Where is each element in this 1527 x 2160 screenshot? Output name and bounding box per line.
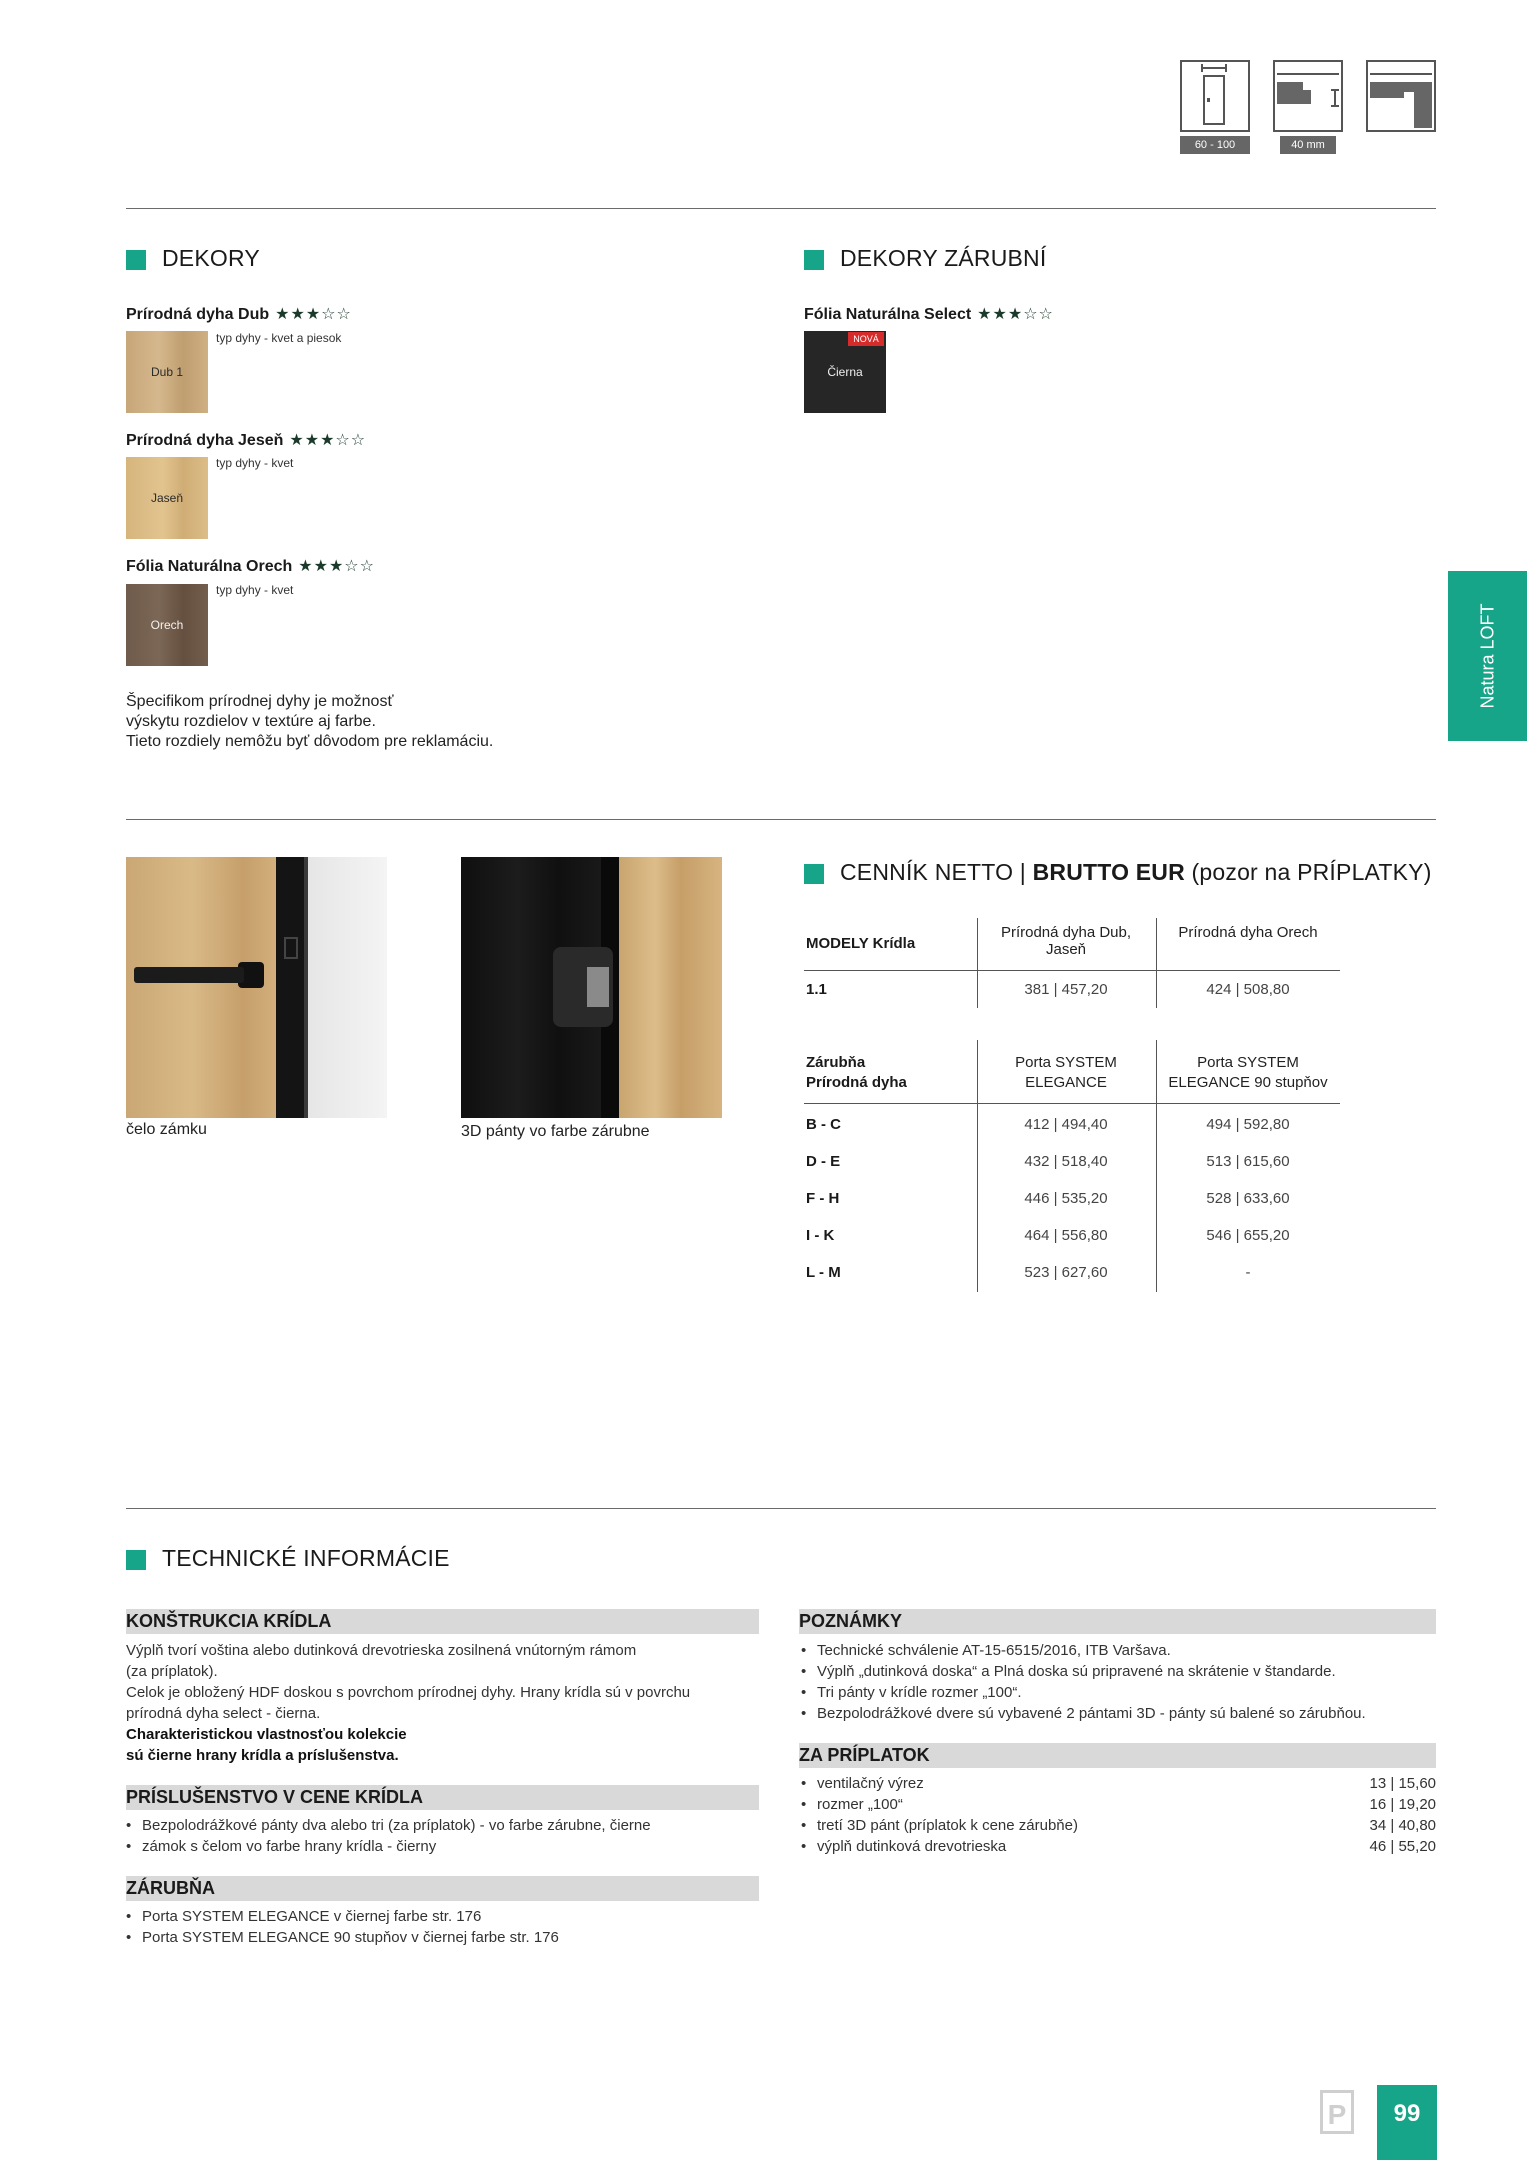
table2-cell: 464 | 556,80	[1024, 1227, 1108, 1244]
table2-hline	[804, 1103, 1340, 1104]
table2-cell: -	[1245, 1264, 1251, 1281]
table2-cell: 432 | 518,40	[1024, 1153, 1108, 1170]
poznamky-bar: POZNÁMKY	[799, 1609, 1436, 1634]
table1-cell: 424 | 508,80	[1206, 981, 1290, 998]
decor-jasen-title: Prírodná dyha Jeseň ★★★☆☆	[126, 432, 367, 449]
new-badge: NOVÁ	[848, 332, 884, 346]
photo-caption-1: čelo zámku	[126, 1121, 207, 1138]
list-item: • výplň dutinková drevotrieska	[801, 1836, 1321, 1857]
accent-square	[126, 250, 146, 270]
price-value: 13 | 15,60	[1369, 1775, 1436, 1792]
table2-row-label: B - C	[806, 1116, 841, 1133]
porta-logo: P	[1320, 2090, 1354, 2134]
table2-cell: 528 | 633,60	[1206, 1190, 1290, 1207]
decor-dub-subtitle: typ dyhy - kvet a piesok	[216, 331, 342, 345]
depth-label: 40 mm	[1280, 136, 1336, 154]
table2-cell: 523 | 627,60	[1024, 1264, 1108, 1281]
price-value: 46 | 55,20	[1369, 1838, 1436, 1855]
priplatok-bar: ZA PRÍPLATOK	[799, 1743, 1436, 1768]
table2-cell: 494 | 592,80	[1206, 1116, 1290, 1133]
konstrukcia-bar: KONŠTRUKCIA KRÍDLA	[126, 1609, 759, 1634]
swatch-orech: Orech	[126, 584, 208, 666]
decor-select-title: Fólia Naturálna Select ★★★☆☆	[804, 306, 1054, 323]
swatch-dub: Dub 1	[126, 331, 208, 413]
accent-square	[126, 1550, 146, 1570]
table2-cell: 546 | 655,20	[1206, 1227, 1290, 1244]
page-number: 99	[1377, 2085, 1437, 2160]
list-item: • tretí 3D pánt (príplatok k cene zárubňe)	[801, 1815, 1321, 1836]
decor-note: Špecifikom prírodnej dyhy je možnosť výskytu rozdielov v textúre aj farbe. Tieto rozdiely nemôžu byť dôvodom pre reklamáciu.	[126, 693, 494, 750]
rating-stars: ★★★☆☆	[298, 558, 375, 575]
poznamky-list	[801, 1640, 1436, 1724]
list-item: • Bezpolodrážkové dvere sú vybavené 2 pántami 3D - pánty sú balené so zárubňou.	[801, 1703, 1436, 1724]
dekory-heading: DEKORY	[126, 245, 260, 272]
side-tab	[1448, 571, 1527, 741]
table2-row-label: L - M	[806, 1264, 841, 1281]
decor-orech-subtitle: typ dyhy - kvet	[216, 583, 294, 597]
price-value: 16 | 19,20	[1369, 1796, 1436, 1813]
swatch-cierna: Čierna	[804, 331, 886, 413]
table2-header-2: Porta SYSTEM ELEGANCE 90 stupňov	[1168, 1054, 1328, 1091]
dekory-zarubni-heading: DEKORY ZÁRUBNÍ	[804, 245, 1046, 272]
swatch-jasen: Jaseň	[126, 457, 208, 539]
rating-stars: ★★★☆☆	[977, 306, 1054, 323]
photo-lock-face	[126, 857, 387, 1118]
zarubna-bar: ZÁRUBŇA	[126, 1876, 759, 1901]
list-item: • Porta SYSTEM ELEGANCE 90 stupňov v čiernej farbe str. 176	[126, 1927, 766, 1948]
list-item: • Výplň „dutinková doska“ a Plná doska sú pripravené na skrátenie v štandarde.	[801, 1661, 1436, 1682]
photo-caption-2: 3D pánty vo farbe zárubne	[461, 1123, 650, 1140]
table1-header-1: Prírodná dyha Dub, Jaseň	[1000, 924, 1132, 958]
list-item: • Technické schválenie AT-15-6515/2016, ITB Varšava.	[801, 1640, 1436, 1661]
table2-cell: 446 | 535,20	[1024, 1190, 1108, 1207]
list-item: • ventilačný výrez	[801, 1773, 1321, 1794]
decor-jasen-subtitle: typ dyhy - kvet	[216, 456, 294, 470]
side-tab-label: Natura LOFT	[1477, 603, 1497, 709]
price-value: 34 | 40,80	[1369, 1817, 1436, 1834]
accent-square	[804, 250, 824, 270]
table2-cell: 412 | 494,40	[1024, 1116, 1108, 1133]
width-label: 60 - 100	[1180, 136, 1250, 154]
zarubna-list	[126, 1906, 766, 1948]
frame-profile-icon	[1366, 60, 1436, 132]
table1-header-2: Prírodná dyha Orech	[1178, 924, 1318, 941]
table1-row-label: 1.1	[806, 981, 827, 998]
prislusenstvo-bar: PRÍSLUŠENSTVO V CENE KRÍDLA	[126, 1785, 759, 1810]
priplatok-list	[801, 1773, 1321, 1857]
table2-row-label: F - H	[806, 1190, 840, 1207]
rating-stars: ★★★☆☆	[275, 306, 352, 323]
table1-cell: 381 | 457,20	[1024, 981, 1108, 998]
list-item: • Bezpolodrážkové pánty dva alebo tri (za príplatok) - vo farbe zárubne, čierne	[126, 1815, 766, 1836]
priplatok-prices	[1300, 1773, 1436, 1857]
photo-3d-hinges	[461, 857, 722, 1118]
frame-depth-icon	[1273, 60, 1343, 132]
table1-hline	[804, 970, 1340, 971]
table2-cell: 513 | 615,60	[1206, 1153, 1290, 1170]
prislusenstvo-list	[126, 1815, 766, 1857]
cennik-heading: CENNÍK NETTO | BRUTTO EUR (pozor na PRÍPLATKY)	[804, 859, 1432, 886]
table2-row-label: I - K	[806, 1227, 835, 1244]
list-item: • zámok s čelom vo farbe hrany krídla - čierny	[126, 1836, 766, 1857]
table1-corner: MODELY Krídla	[806, 935, 916, 952]
door-width-icon	[1180, 60, 1250, 132]
accent-square	[804, 864, 824, 884]
list-item: • rozmer „100“	[801, 1794, 1321, 1815]
list-item: • Tri pánty v krídle rozmer „100“.	[801, 1682, 1436, 1703]
konstrukcia-text: Výplň tvorí voština alebo dutinková drevotrieska zosilnená vnútorným rámom (za príplatok). Celok je obložený HDF doskou s povrchom prírodnej dyhy. Hrany krídla sú v povrchu prírodná dyha select - čierna. Charakteristickou vlastnosťou kolekcie sú čierne hrany krídla a príslušenstva.	[126, 1642, 691, 1764]
decor-orech-title: Fólia Naturálna Orech ★★★☆☆	[126, 558, 375, 575]
decor-dub-title: Prírodná dyha Dub ★★★☆☆	[126, 306, 352, 323]
divider-middle	[126, 819, 1436, 820]
list-item: • Porta SYSTEM ELEGANCE v čiernej farbe str. 176	[126, 1906, 766, 1927]
table2-corner: Zárubňa Prírodná dyha	[806, 1054, 907, 1091]
table2-header-1: Porta SYSTEM ELEGANCE	[1015, 1054, 1117, 1091]
tech-heading: TECHNICKÉ INFORMÁCIE	[126, 1545, 450, 1572]
divider-lower	[126, 1508, 1436, 1509]
divider-top	[126, 208, 1436, 209]
rating-stars: ★★★☆☆	[289, 432, 367, 449]
table2-row-label: D - E	[806, 1153, 841, 1170]
